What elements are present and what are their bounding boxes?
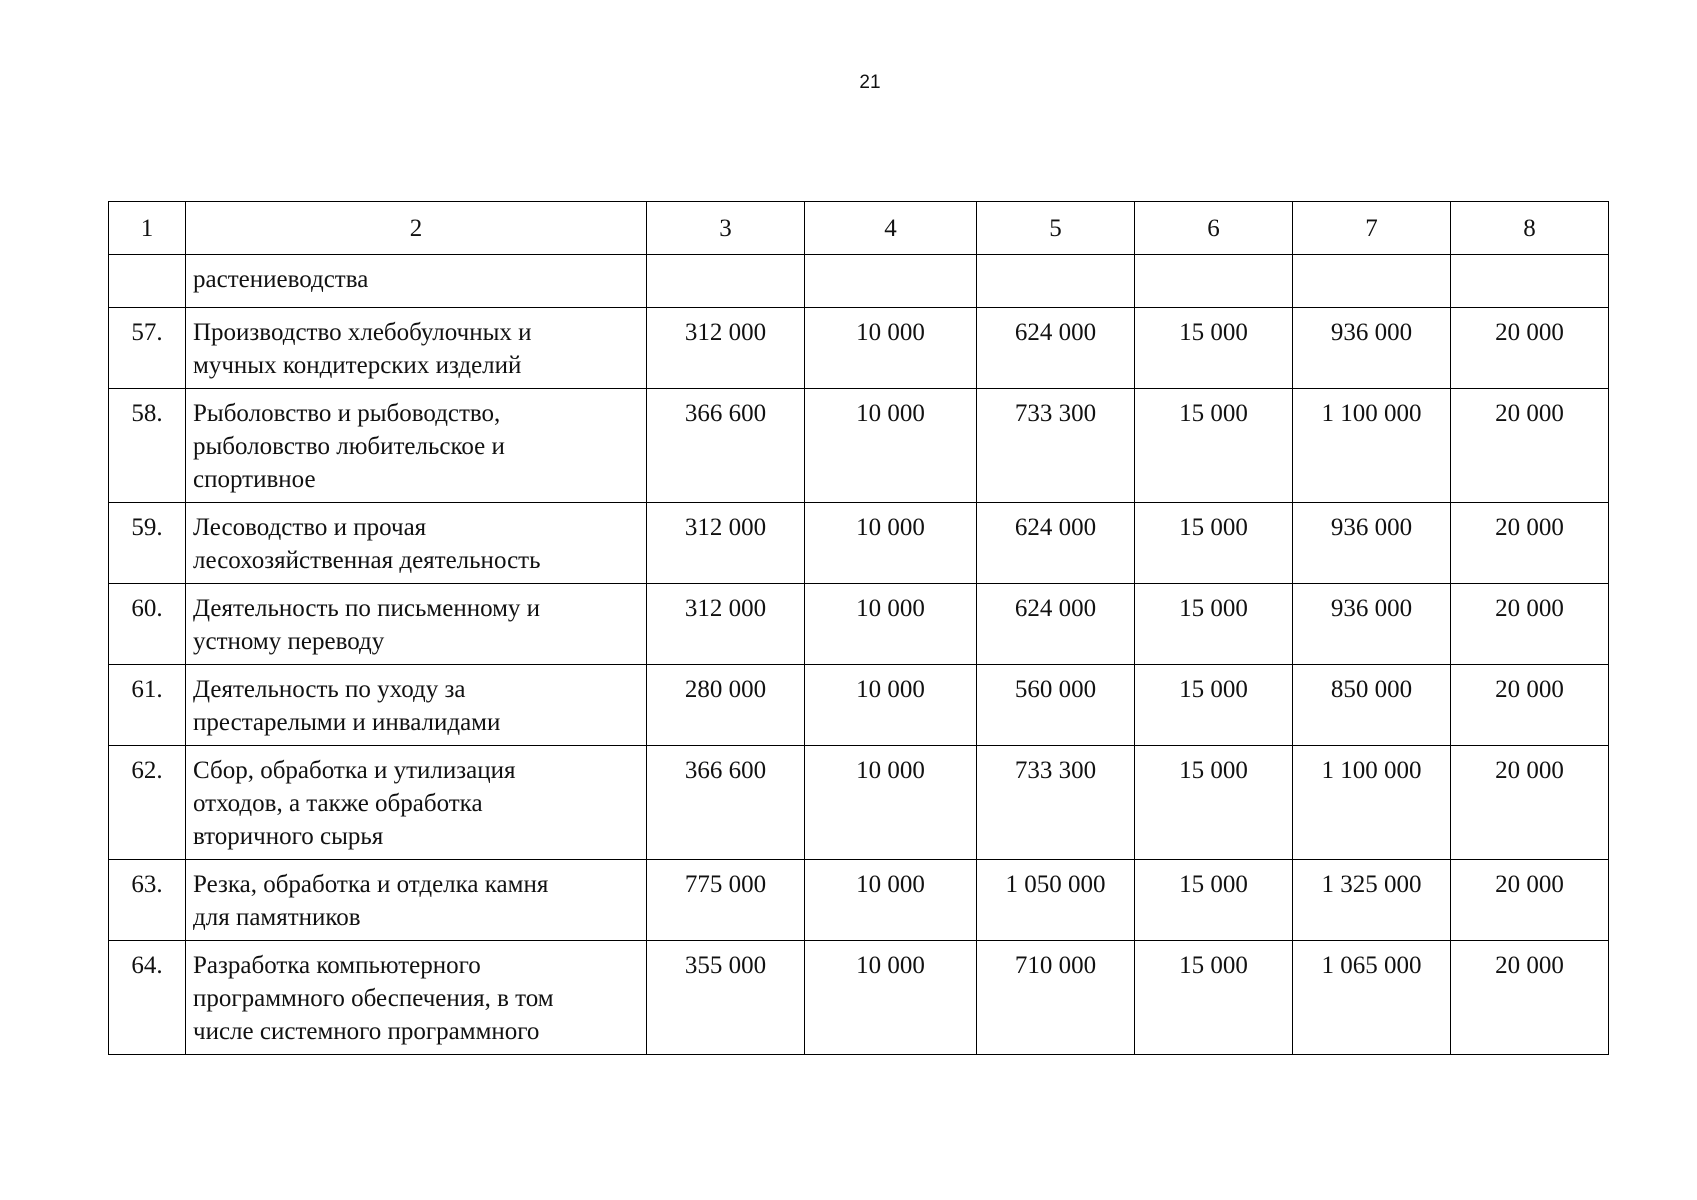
value-cell: 1 050 000 bbox=[977, 860, 1135, 941]
activity-name-cell bbox=[186, 860, 647, 941]
activity-name-line: престарелыми и инвалидами bbox=[193, 709, 501, 736]
value-cell: 10 000 bbox=[805, 941, 977, 1055]
table-row bbox=[109, 503, 1609, 584]
row-number-cell: 64. bbox=[109, 941, 186, 1055]
page-number: 21 bbox=[859, 72, 881, 93]
row-number-cell: 63. bbox=[109, 860, 186, 941]
activity-name-line: Рыболовство и рыбоводство, bbox=[193, 400, 501, 427]
table-body bbox=[109, 308, 1609, 1055]
column-header: 1 bbox=[109, 202, 186, 255]
activity-name-line: Резка, обработка и отделка камня bbox=[193, 871, 549, 898]
activity-name-line: числе системного программного bbox=[193, 1018, 540, 1045]
activity-name-line: рыболовство любительское и bbox=[193, 433, 505, 460]
row-number-cell: 58. bbox=[109, 389, 186, 503]
value-cell: 280 000 bbox=[647, 665, 805, 746]
value-cell: 850 000 bbox=[1293, 665, 1451, 746]
activity-name-line: устному переводу bbox=[193, 628, 385, 655]
activity-name-cell bbox=[186, 255, 647, 308]
table-row bbox=[109, 389, 1609, 503]
activity-name-line: спортивное bbox=[193, 466, 316, 493]
table-row bbox=[109, 308, 1609, 389]
value-cell: 15 000 bbox=[1135, 308, 1293, 389]
tariff-table bbox=[108, 201, 1609, 1055]
value-cell: 10 000 bbox=[805, 389, 977, 503]
activity-name-line: Разработка компьютерного bbox=[193, 952, 481, 979]
value-cell: 20 000 bbox=[1451, 860, 1609, 941]
value-cell: 936 000 bbox=[1293, 308, 1451, 389]
value-cell: 560 000 bbox=[977, 665, 1135, 746]
activity-name-cell bbox=[186, 389, 647, 503]
row-number-cell bbox=[109, 255, 186, 308]
value-cell: 15 000 bbox=[1135, 389, 1293, 503]
activity-name-line: Деятельность по уходу за bbox=[193, 676, 466, 703]
value-cell: 10 000 bbox=[805, 665, 977, 746]
row-number-cell: 60. bbox=[109, 584, 186, 665]
value-cell: 366 600 bbox=[647, 746, 805, 860]
value-cell: 10 000 bbox=[805, 308, 977, 389]
value-cell: 10 000 bbox=[805, 860, 977, 941]
activity-name-line: лесохозяйственная деятельность bbox=[193, 547, 541, 574]
activity-name-line: для памятников bbox=[193, 904, 361, 931]
activity-name-cell bbox=[186, 746, 647, 860]
column-header: 6 bbox=[1135, 202, 1293, 255]
activity-name-cell bbox=[186, 584, 647, 665]
column-header: 5 bbox=[977, 202, 1135, 255]
value-cell: 775 000 bbox=[647, 860, 805, 941]
value-cell: 366 600 bbox=[647, 389, 805, 503]
value-cell: 936 000 bbox=[1293, 584, 1451, 665]
table-row bbox=[109, 584, 1609, 665]
value-cell: 355 000 bbox=[647, 941, 805, 1055]
value-cell: 20 000 bbox=[1451, 584, 1609, 665]
value-cell: 936 000 bbox=[1293, 503, 1451, 584]
row-number-cell: 62. bbox=[109, 746, 186, 860]
row-number-cell: 57. bbox=[109, 308, 186, 389]
activity-name-line: Сбор, обработка и утилизация bbox=[193, 757, 516, 784]
value-cell: 1 100 000 bbox=[1293, 389, 1451, 503]
activity-name-cell bbox=[186, 308, 647, 389]
value-cell bbox=[647, 255, 805, 308]
activity-name-line: мучных кондитерских изделий bbox=[193, 352, 522, 379]
value-cell: 20 000 bbox=[1451, 941, 1609, 1055]
value-cell: 10 000 bbox=[805, 746, 977, 860]
column-header: 4 bbox=[805, 202, 977, 255]
value-cell: 15 000 bbox=[1135, 584, 1293, 665]
value-cell: 20 000 bbox=[1451, 308, 1609, 389]
value-cell: 20 000 bbox=[1451, 665, 1609, 746]
value-cell bbox=[1451, 255, 1609, 308]
activity-name-line: отходов, а также обработка bbox=[193, 790, 483, 817]
value-cell: 710 000 bbox=[977, 941, 1135, 1055]
value-cell bbox=[1293, 255, 1451, 308]
value-cell: 312 000 bbox=[647, 308, 805, 389]
column-header: 8 bbox=[1451, 202, 1609, 255]
value-cell bbox=[977, 255, 1135, 308]
activity-name-line: Производство хлебобулочных и bbox=[193, 319, 532, 346]
activity-name-cell bbox=[186, 665, 647, 746]
table-row-continuation bbox=[109, 255, 1609, 308]
value-cell: 15 000 bbox=[1135, 860, 1293, 941]
table-row bbox=[109, 941, 1609, 1055]
value-cell bbox=[805, 255, 977, 308]
column-header: 7 bbox=[1293, 202, 1451, 255]
value-cell: 733 300 bbox=[977, 746, 1135, 860]
value-cell: 624 000 bbox=[977, 503, 1135, 584]
value-cell: 15 000 bbox=[1135, 746, 1293, 860]
table-row bbox=[109, 746, 1609, 860]
table-row bbox=[109, 860, 1609, 941]
row-number-cell: 61. bbox=[109, 665, 186, 746]
row-number-cell: 59. bbox=[109, 503, 186, 584]
table-header-row bbox=[109, 202, 1609, 255]
activity-name-line: Деятельность по письменному и bbox=[193, 595, 541, 622]
activity-name-line: вторичного сырья bbox=[193, 823, 384, 850]
value-cell bbox=[1135, 255, 1293, 308]
value-cell: 15 000 bbox=[1135, 941, 1293, 1055]
activity-name-line: Лесоводство и прочая bbox=[193, 514, 427, 541]
value-cell: 1 065 000 bbox=[1293, 941, 1451, 1055]
value-cell: 733 300 bbox=[977, 389, 1135, 503]
value-cell: 10 000 bbox=[805, 584, 977, 665]
value-cell: 624 000 bbox=[977, 308, 1135, 389]
value-cell: 15 000 bbox=[1135, 665, 1293, 746]
value-cell: 20 000 bbox=[1451, 503, 1609, 584]
value-cell: 1 325 000 bbox=[1293, 860, 1451, 941]
activity-name-cell bbox=[186, 941, 647, 1055]
column-header: 2 bbox=[186, 202, 647, 255]
activity-name-line: растениеводства bbox=[193, 266, 369, 293]
value-cell: 20 000 bbox=[1451, 746, 1609, 860]
value-cell: 312 000 bbox=[647, 503, 805, 584]
value-cell: 624 000 bbox=[977, 584, 1135, 665]
activity-name-cell bbox=[186, 503, 647, 584]
activity-name-line: программного обеспечения, в том bbox=[193, 985, 554, 1012]
value-cell: 15 000 bbox=[1135, 503, 1293, 584]
table-row bbox=[109, 665, 1609, 746]
value-cell: 312 000 bbox=[647, 584, 805, 665]
value-cell: 20 000 bbox=[1451, 389, 1609, 503]
value-cell: 1 100 000 bbox=[1293, 746, 1451, 860]
column-header: 3 bbox=[647, 202, 805, 255]
value-cell: 10 000 bbox=[805, 503, 977, 584]
